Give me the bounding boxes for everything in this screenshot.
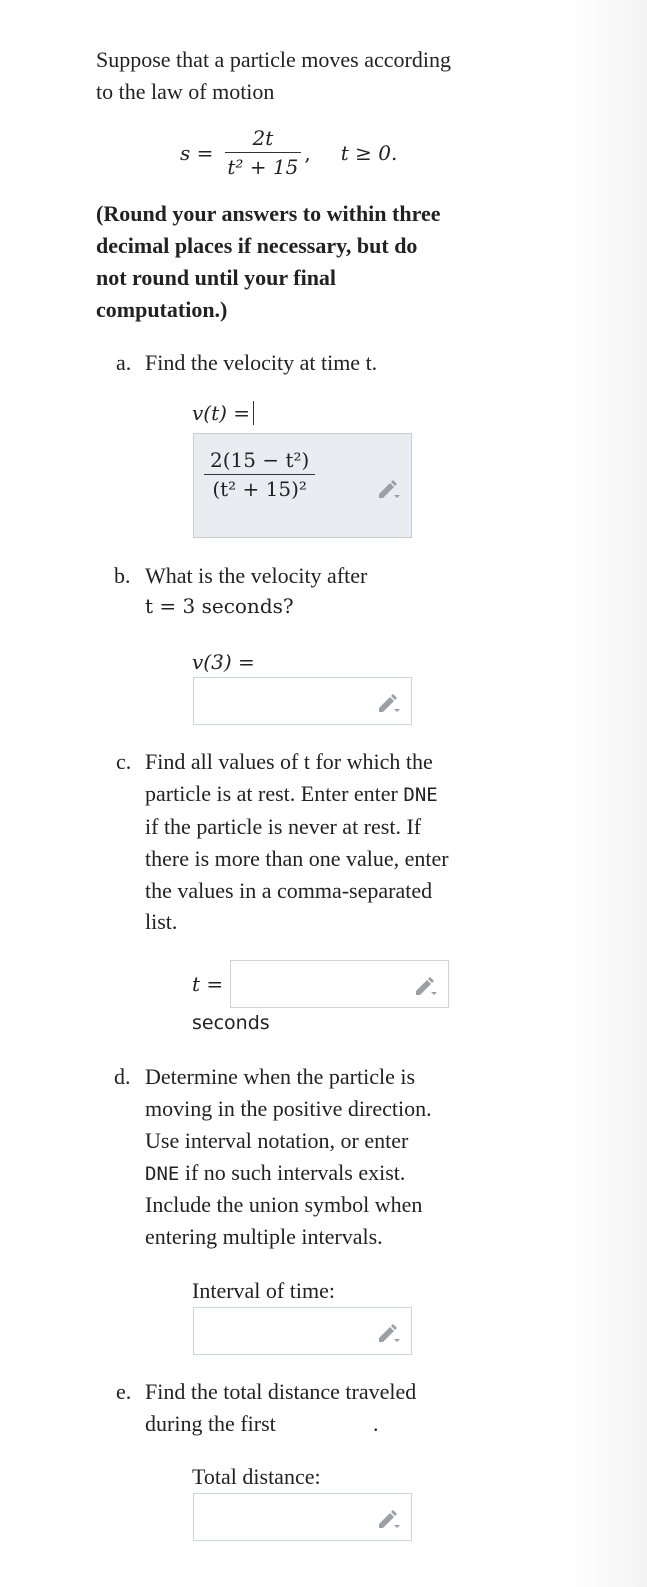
part-a-prompt — [192, 401, 254, 425]
rounding-note-line-1: (Round your answers to within three — [96, 201, 441, 226]
part-c-line-1: Find all values of t for which the — [145, 749, 433, 774]
part-c-label: c. — [116, 749, 132, 774]
pencil-icon[interactable] — [376, 1322, 402, 1344]
intro-line-2: to the law of motion — [96, 79, 275, 104]
part-b-prompt: v(3) = — [192, 650, 255, 674]
part-d-line-1: Determine when the particle is — [145, 1064, 416, 1089]
rounding-note-line-4: computation.) — [96, 297, 228, 322]
part-c-unit: seconds — [192, 1012, 270, 1034]
part-c-line-4: there is more than one value, enter — [145, 846, 449, 871]
part-d-line-5: Include the union symbol when — [145, 1192, 423, 1217]
pencil-icon[interactable] — [376, 692, 402, 714]
pencil-icon[interactable] — [376, 1508, 402, 1530]
part-e-line-2-end: . — [373, 1411, 379, 1436]
part-d-prompt: Interval of time: — [192, 1278, 335, 1303]
part-c-prompt: t = — [192, 972, 224, 996]
text-cursor — [253, 401, 254, 425]
dne-code: DNE — [145, 1163, 180, 1185]
part-c-line-3: if the particle is never at rest. If — [145, 814, 422, 839]
part-a-answer-expression — [204, 448, 315, 501]
rounding-note-line-2: decimal places if necessary, but do — [96, 233, 418, 258]
dne-code: DNE — [403, 784, 438, 806]
equation-comma: , — [304, 140, 311, 165]
motion-equation — [180, 126, 397, 179]
part-e-line-1: Find the total distance traveled — [145, 1379, 417, 1404]
part-c-line-2: particle is at rest. Enter enter DNE — [145, 781, 438, 806]
intro-line-1: Suppose that a particle moves according — [96, 47, 451, 72]
part-a-prompt-text: v(t) = — [192, 401, 251, 425]
rounding-note-line-3: not round until your final — [96, 265, 337, 290]
part-b-label: b. — [114, 563, 131, 588]
equation-denominator: t² + 15 — [227, 155, 299, 179]
equation-numerator: 2t — [225, 126, 302, 153]
part-a-question: Find the velocity at time t. — [145, 350, 378, 375]
pencil-icon[interactable] — [376, 478, 402, 500]
part-e-answer-box[interactable] — [193, 1493, 412, 1541]
part-d-line-4: DNE if no such intervals exist. — [145, 1160, 406, 1185]
part-d-answer-box[interactable] — [193, 1307, 412, 1355]
part-a-label: a. — [116, 350, 132, 375]
part-c-answer-box[interactable] — [230, 960, 449, 1008]
part-e-line-2: during the first — [145, 1411, 276, 1436]
part-a-answer-box[interactable] — [193, 433, 412, 538]
part-e-label: e. — [116, 1379, 132, 1404]
part-b-question-line-1: What is the velocity after — [145, 563, 368, 588]
part-c-line-6: list. — [145, 909, 178, 934]
part-b-answer-box[interactable] — [193, 677, 412, 725]
part-a-answer-numerator: 2(15 − t²) — [204, 448, 315, 475]
part-c-line-5: the values in a comma-separated — [145, 878, 433, 903]
part-a-answer-denominator: (t² + 15)² — [212, 477, 307, 501]
pencil-icon[interactable] — [413, 975, 439, 997]
equation-condition: t ≥ 0. — [340, 140, 398, 165]
part-d-label: d. — [114, 1064, 131, 1089]
part-e-prompt: Total distance: — [192, 1464, 321, 1489]
part-b-question-line-2: t = 3 seconds? — [145, 594, 294, 618]
part-d-line-3: Use interval notation, or enter — [145, 1128, 409, 1153]
part-d-line-2: moving in the positive direction. — [145, 1096, 432, 1121]
equation-lhs: s = — [180, 140, 214, 165]
equation-fraction — [221, 126, 304, 179]
part-d-line-6: entering multiple intervals. — [145, 1224, 383, 1249]
